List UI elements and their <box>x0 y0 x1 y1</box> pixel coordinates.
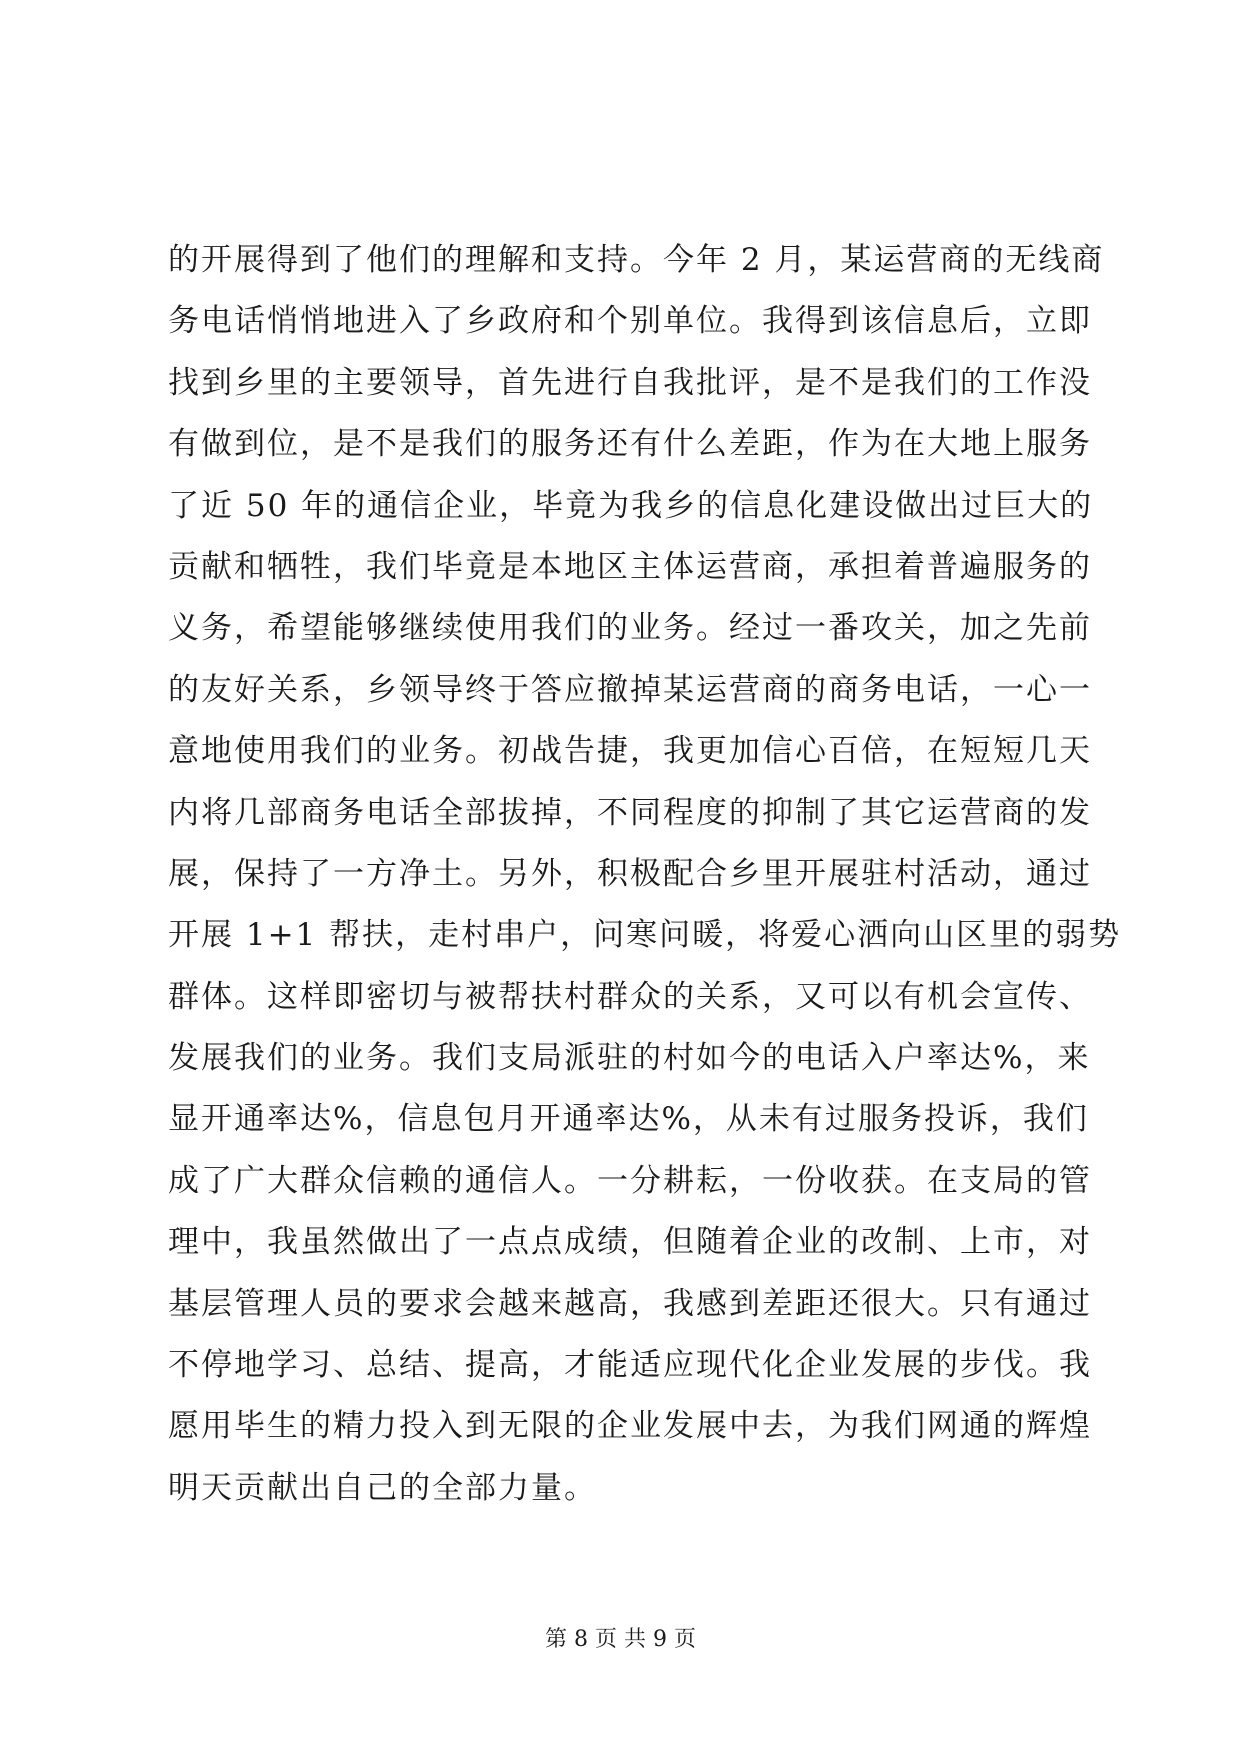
text-line: 群体。这样即密切与被帮扶村群众的关系，又可以有机会宣传、 <box>168 978 1092 1015</box>
text-line: 明天贡献出自己的全部力量。 <box>168 1469 597 1506</box>
text-line: 的开展得到了他们的理解和支持。今年 2 月，某运营商的无线商 <box>168 242 1105 278</box>
text-line: 成了广大群众信赖的通信人。一分耕耘，一份收获。在支局的管 <box>168 1162 1092 1199</box>
text-line: 显开通率达%，信息包月开通率达%，从未有过服务投诉，我们 <box>168 1101 1089 1138</box>
page-number-footer: 第 8 页 共 9 页 <box>545 1627 696 1652</box>
text-line: 展，保持了一方净土。另外，积极配合乡里开展驻村活动，通过 <box>168 855 1092 892</box>
text-line: 义务，希望能够继续使用我们的业务。经过一番攻关，加之先前 <box>168 610 1092 647</box>
text-line: 了近 50 年的通信企业，毕竟为我乡的信息化建设做出过巨大的 <box>168 487 1094 524</box>
text-line: 基层管理人员的要求会越来越高，我感到差距还很大。只有通过 <box>168 1285 1092 1322</box>
text-line: 发展我们的业务。我们支局派驻的村如今的电话入户率达%，来 <box>168 1040 1091 1077</box>
body-text <box>168 230 1122 1519</box>
text-line: 有做到位，是不是我们的服务还有什么差距，作为在大地上服务 <box>168 426 1092 463</box>
text-line: 内将几部商务电话全部拔掉，不同程度的抑制了其它运营商的发 <box>168 794 1092 831</box>
text-line: 贡献和牺牲，我们毕竟是本地区主体运营商，承担着普遍服务的 <box>168 548 1092 585</box>
text-line: 的友好关系，乡领导终于答应撤掉某运营商的商务电话，一心一 <box>168 671 1092 708</box>
text-line: 不停地学习、总结、提高，才能适应现代化企业发展的步伐。我 <box>168 1347 1092 1384</box>
text-line: 意地使用我们的业务。初战告捷，我更加信心百倍，在短短几天 <box>168 733 1092 770</box>
text-line: 务电话悄悄地进入了乡政府和个别单位。我得到该信息后，立即 <box>168 303 1092 340</box>
text-line: 理中，我虽然做出了一点点成绩，但随着企业的改制、上市，对 <box>168 1224 1092 1261</box>
text-line: 开展 1+1 帮扶，走村串户，问寒问暖，将爱心洒向山区里的弱势 <box>168 917 1122 954</box>
text-line: 找到乡里的主要领导，首先进行自我批评，是不是我们的工作没 <box>168 364 1092 401</box>
text-line: 愿用毕生的精力投入到无限的企业发展中去，为我们网通的辉煌 <box>168 1408 1092 1445</box>
